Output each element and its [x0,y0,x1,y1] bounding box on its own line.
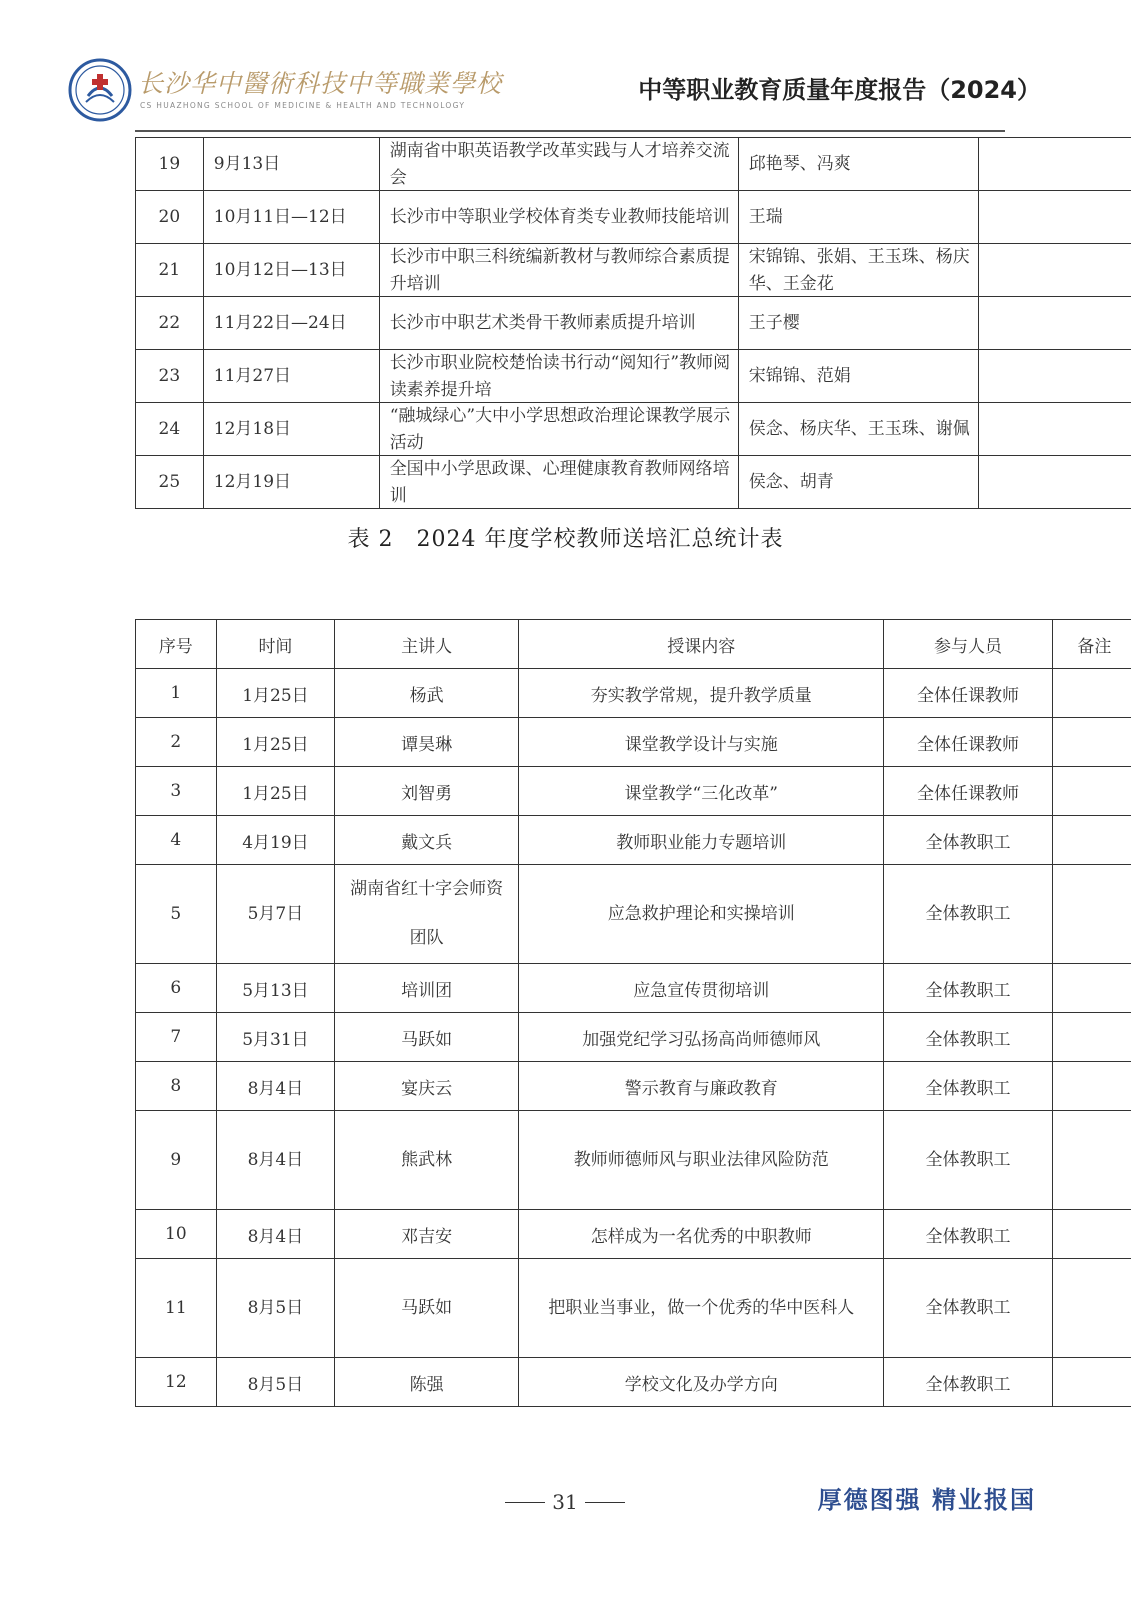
cell-note [978,138,1131,191]
table-row [136,297,1131,350]
cell-content: 怎样成为一名优秀的中职教师 [519,1210,884,1259]
cell-date: 10月11日—12日 [203,191,379,244]
cell-content: 学校文化及办学方向 [519,1358,884,1407]
cell-no: 3 [136,767,217,816]
cell-content: “融城绿心”大中小学思想政治理论课教学展示活动 [379,403,738,456]
cell-date: 12月19日 [203,456,379,509]
cell-no: 20 [136,191,204,244]
page-header [0,0,1131,130]
cell-participants: 全体教职工 [884,816,1052,865]
cell-speaker: 马跃如 [335,1259,519,1358]
table-row [136,456,1131,509]
cell-no: 6 [136,964,217,1013]
cell-note [978,191,1131,244]
cell-content: 应急宣传贯彻培训 [519,964,884,1013]
cell-speaker: 湖南省红十字会师资团队 [335,865,519,964]
cell-time: 8月5日 [216,1358,335,1407]
cell-speaker: 培训团 [335,964,519,1013]
cell-no: 11 [136,1259,217,1358]
table-row [136,191,1131,244]
cell-participants: 全体教职工 [884,1111,1052,1210]
cell-people: 宋锦锦、范娟 [738,350,978,403]
cell-people: 王瑞 [738,191,978,244]
cell-note [978,456,1131,509]
cell-note [1052,1358,1131,1407]
cell-time: 1月25日 [216,767,335,816]
teacher-training-summary-table [135,619,1131,1407]
cell-no: 1 [136,669,217,718]
col-header-participants: 参与人员 [884,620,1052,669]
cell-content: 长沙市中等职业学校体育类专业教师技能培训 [379,191,738,244]
cell-date: 9月13日 [203,138,379,191]
footer-dash-right [585,1502,625,1503]
school-logo [68,58,132,122]
cell-people: 宋锦锦、张娟、王玉珠、杨庆华、王金花 [738,244,978,297]
cell-content: 教师师德师风与职业法律风险防范 [519,1111,884,1210]
cell-participants: 全体教职工 [884,1013,1052,1062]
cell-time: 5月31日 [216,1013,335,1062]
cell-time: 5月7日 [216,865,335,964]
table-row [136,350,1131,403]
cell-no: 8 [136,1062,217,1111]
cell-date: 11月27日 [203,350,379,403]
school-name-en: CS HUAZHONG SCHOOL OF MEDICINE & HEALTH AND TECHNOLOGY [140,101,466,110]
cell-no: 10 [136,1210,217,1259]
cell-note [1052,964,1131,1013]
cell-content: 把职业当事业，做一个优秀的华中医科人 [519,1259,884,1358]
cell-no: 23 [136,350,204,403]
cell-participants: 全体教职工 [884,964,1052,1013]
cell-people: 邱艳琴、冯爽 [738,138,978,191]
cell-participants: 全体任课教师 [884,718,1052,767]
table-row [136,1013,1131,1062]
cell-speaker: 马跃如 [335,1013,519,1062]
table-header-row [136,620,1131,669]
cell-participants: 全体任课教师 [884,767,1052,816]
cell-content: 课堂教学设计与实施 [519,718,884,767]
cell-note [1052,767,1131,816]
table-row [136,1062,1131,1111]
cell-speaker: 谭昊琳 [335,718,519,767]
cell-content: 应急救护理论和实操培训 [519,865,884,964]
table-row [136,244,1131,297]
cell-no: 21 [136,244,204,297]
table-row [136,865,1131,964]
cell-no: 19 [136,138,204,191]
cell-participants: 全体教职工 [884,1062,1052,1111]
cell-time: 8月4日 [216,1210,335,1259]
cell-no: 12 [136,1358,217,1407]
table-row [136,816,1131,865]
cell-content: 湖南省中职英语教学改革实践与人才培养交流会 [379,138,738,191]
cell-time: 8月5日 [216,1259,335,1358]
cell-content: 长沙市中职艺术类骨干教师素质提升培训 [379,297,738,350]
cell-speaker: 邓吉安 [335,1210,519,1259]
table-row [136,1358,1131,1407]
cell-note [978,403,1131,456]
table-caption: 表 2 2024 年度学校教师送培汇总统计表 [347,527,784,552]
cell-no: 4 [136,816,217,865]
cell-note [978,350,1131,403]
school-name-cn: 长沙华中醫術科技中等職業學校 [138,69,503,98]
cell-speaker: 宴庆云 [335,1062,519,1111]
cell-time: 4月19日 [216,816,335,865]
cell-date: 10月12日—13日 [203,244,379,297]
cell-no: 5 [136,865,217,964]
cell-content: 长沙市中职三科统编新教材与教师综合素质提升培训 [379,244,738,297]
cell-date: 12月18日 [203,403,379,456]
cell-time: 8月4日 [216,1062,335,1111]
training-table-continued [135,137,1131,509]
cell-no: 9 [136,1111,217,1210]
cell-participants: 全体教职工 [884,1210,1052,1259]
cell-participants: 全体教职工 [884,1358,1052,1407]
cell-note [1052,1013,1131,1062]
cell-participants: 全体任课教师 [884,669,1052,718]
cell-speaker: 刘智勇 [335,767,519,816]
table-row [136,1111,1131,1210]
cell-no: 24 [136,403,204,456]
cell-time: 8月4日 [216,1111,335,1210]
table-row [136,1210,1131,1259]
cell-content: 教师职业能力专题培训 [519,816,884,865]
cell-speaker: 戴文兵 [335,816,519,865]
col-header-no: 序号 [136,620,217,669]
cell-people: 王子樱 [738,297,978,350]
table-row [136,718,1131,767]
cell-note [1052,1062,1131,1111]
table-row [136,403,1131,456]
cell-note [1052,669,1131,718]
cell-note [1052,1259,1131,1358]
table-row [136,669,1131,718]
table-row [136,138,1131,191]
cell-note [1052,1111,1131,1210]
cell-speaker: 熊武林 [335,1111,519,1210]
cell-note [978,297,1131,350]
cell-content: 加强党纪学习弘扬高尚师德师风 [519,1013,884,1062]
cell-time: 1月25日 [216,718,335,767]
cell-content: 警示教育与廉政教育 [519,1062,884,1111]
cell-participants: 全体教职工 [884,1259,1052,1358]
col-header-time: 时间 [216,620,335,669]
header-divider [135,130,1005,132]
cell-note [1052,1210,1131,1259]
cell-speaker: 陈强 [335,1358,519,1407]
cell-people: 侯念、胡青 [738,456,978,509]
cell-no: 7 [136,1013,217,1062]
cell-note [1052,718,1131,767]
cell-note [978,244,1131,297]
cell-no: 2 [136,718,217,767]
table-row [136,964,1131,1013]
cell-speaker: 杨武 [335,669,519,718]
cell-time: 1月25日 [216,669,335,718]
col-header-note: 备注 [1052,620,1131,669]
cell-content: 长沙市职业院校楚怡读书行动“阅知行”教师阅读素养提升培 [379,350,738,403]
col-header-speaker: 主讲人 [335,620,519,669]
cell-content: 夯实教学常规，提升教学质量 [519,669,884,718]
footer-motto: 厚德图强 精业报国 [817,1486,1036,1514]
cell-participants: 全体教职工 [884,865,1052,964]
cell-content: 全国中小学思政课、心理健康教育教师网络培训 [379,456,738,509]
cell-note [1052,865,1131,964]
footer-dash-left [505,1502,545,1503]
cell-people: 侯念、杨庆华、王玉珠、谢佩 [738,403,978,456]
col-header-content: 授课内容 [519,620,884,669]
page-number: 31 [552,1490,578,1514]
table-row [136,767,1131,816]
table-row [136,1259,1131,1358]
cell-note [1052,816,1131,865]
cell-no: 25 [136,456,204,509]
report-title: 中等职业教育质量年度报告（2024） [638,76,1041,104]
cell-date: 11月22日—24日 [203,297,379,350]
cell-content: 课堂教学“三化改革” [519,767,884,816]
cell-time: 5月13日 [216,964,335,1013]
cell-no: 22 [136,297,204,350]
